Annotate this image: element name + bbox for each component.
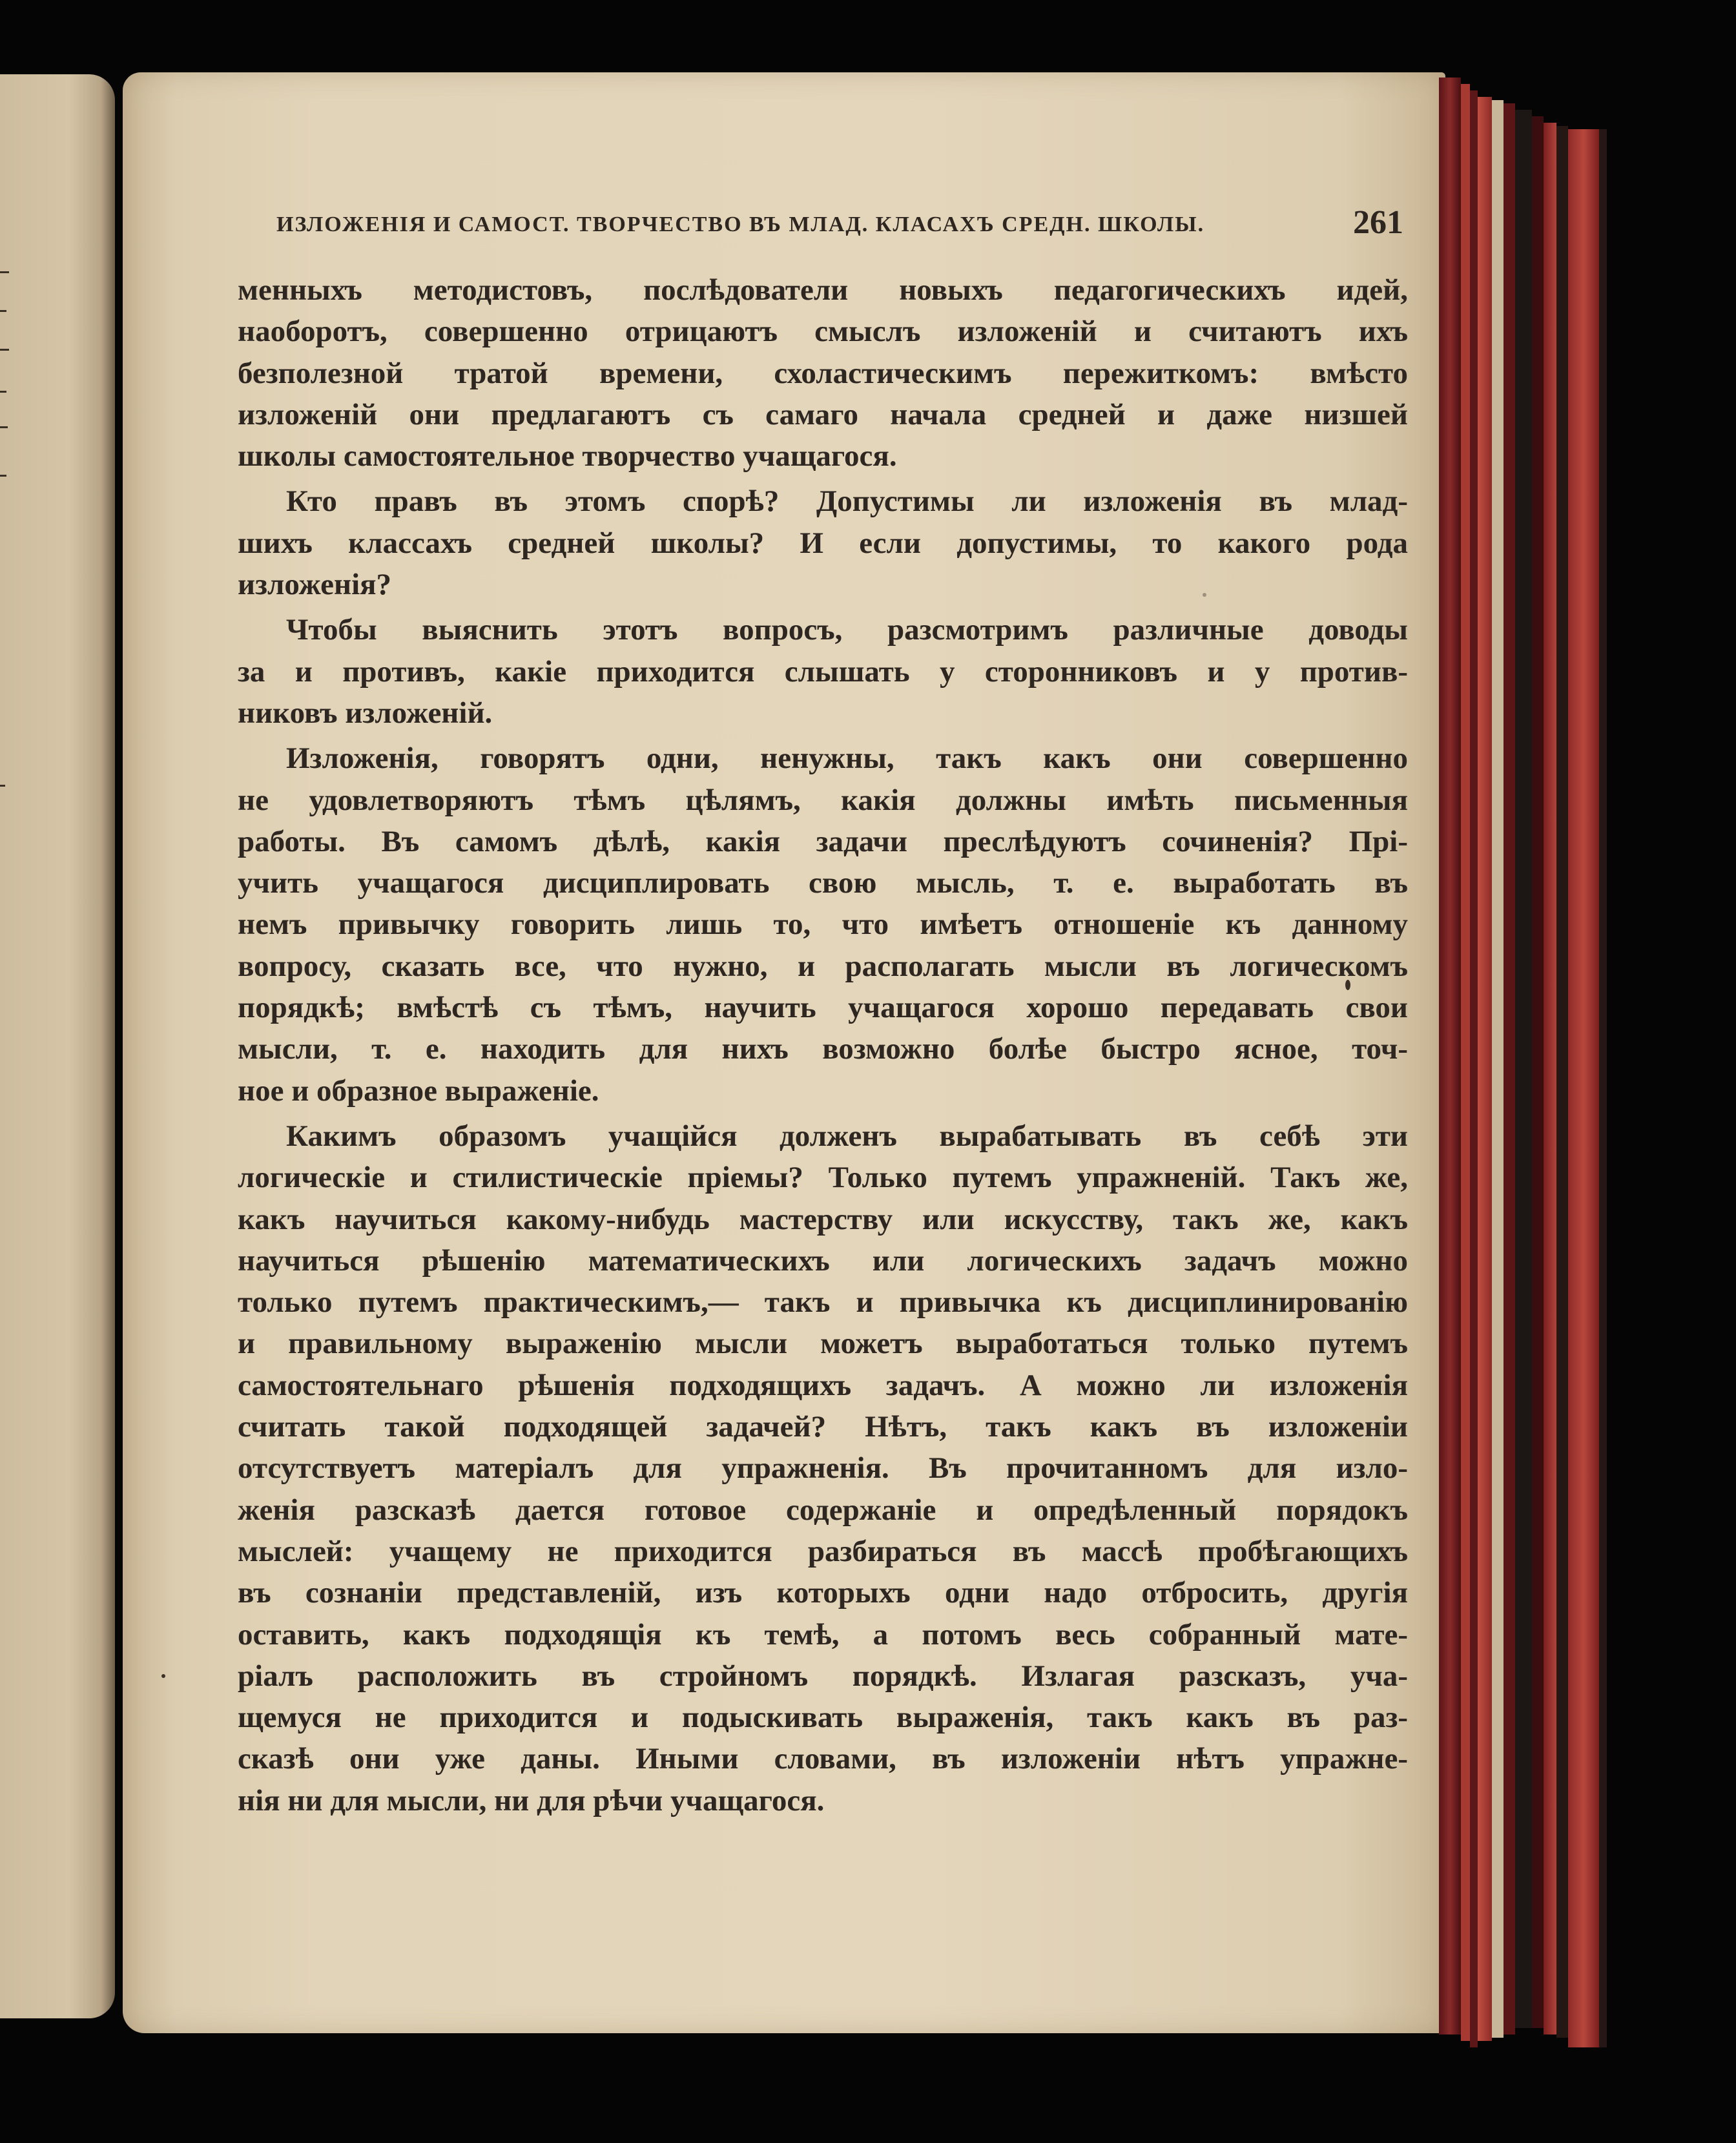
text-line: какъ научиться какому-нибудь мастерству или искусству, такъ же, какъ	[238, 1202, 1408, 1236]
running-title: ИЗЛОЖЕНІЯ И САМОСТ. ТВОРЧЕСТВО ВЪ МЛАД. КЛАСАХЪ СРЕДН. ШКОЛЫ.	[276, 212, 1205, 236]
paragraph	[238, 1115, 1408, 1821]
text-line: школы самостоятельное творчество учащагося.	[238, 439, 897, 473]
text-line: мыслей: учащему не приходится разбираться въ массѣ пробѣгающихъ	[238, 1534, 1408, 1568]
text-line: нія ни для мысли, ни для рѣчи учащагося.	[238, 1783, 825, 1817]
text-line: Кто правъ въ этомъ спорѣ? Допустимы ли изложенія въ млад-	[286, 484, 1408, 519]
text-line: немъ привычку говорить лишь то, что имѣетъ отношеніе къ данному	[238, 907, 1408, 942]
paragraph	[238, 609, 1408, 734]
text-line: порядкѣ; вмѣстѣ съ тѣмъ, научить учащагося хорошо передавать свои	[238, 991, 1408, 1025]
paragraph	[238, 481, 1408, 605]
text-line: учить учащагося дисциплировать свою мысль, т. е. выработать въ	[238, 866, 1408, 900]
text-line: щемуся не приходится и подыскивать выраженія, такъ какъ въ раз-	[238, 1701, 1408, 1735]
text-line: изложенія?	[238, 568, 392, 602]
text-line: не удовлетворяютъ тѣмъ цѣлямъ, какія должны имѣть письменныя	[238, 783, 1408, 817]
text-line: самостоятельнаго рѣшенія подходящихъ задачъ. А можно ли изложенія	[238, 1368, 1408, 1402]
text-line: въ сознаніи представленій, изъ которыхъ одни надо отбросить, другія	[238, 1576, 1408, 1610]
text-line: безполезной тратой времени, схоластическимъ пережиткомъ: вмѣсто	[238, 356, 1408, 390]
running-head	[276, 198, 1403, 250]
text-line: работы. Въ самомъ дѣлѣ, какія задачи преслѣдуютъ сочиненія? Прі-	[238, 824, 1408, 858]
text-line: Чтобы выяснить этотъ вопросъ, разсмотримъ различные доводы	[286, 613, 1408, 647]
paragraph	[238, 738, 1408, 1112]
text-line: никовъ изложеній.	[238, 696, 493, 730]
paragraph	[238, 269, 1408, 477]
page-number: 261	[1353, 204, 1403, 241]
text-line: Какимъ образомъ учащійся долженъ вырабатывать въ себѣ эти	[286, 1119, 1408, 1153]
text-line: изложеній они предлагаютъ съ самаго начала средней и даже низшей	[238, 397, 1408, 431]
text-line: вопросу, сказать все, что нужно, и располагать мысли въ логическомъ	[238, 949, 1408, 983]
text-line: наоборотъ, совершенно отрицаютъ смыслъ изложеній и считаютъ ихъ	[238, 315, 1408, 349]
text-line: и правильному выраженію мысли можетъ выработаться только путемъ	[238, 1327, 1408, 1361]
text-line: менныхъ методистовъ, послѣдователи новыхъ педагогическихъ идей,	[238, 273, 1408, 307]
text-line: сказѣ они уже даны. Иными словами, въ изложеніи нѣтъ упражне-	[238, 1742, 1408, 1776]
book-page	[123, 72, 1445, 2033]
text-line: оставить, какъ подходящія къ темѣ, а потомъ весь собранный мате-	[238, 1617, 1408, 1651]
text-line: Изложенія, говорятъ одни, ненужны, такъ какъ они совершенно	[286, 741, 1408, 776]
text-line: логическіе и стилистическіе пріемы? Только путемъ упражненій. Такъ же,	[238, 1161, 1408, 1195]
text-line: ріалъ расположить въ стройномъ порядкѣ. Излагая разсказъ, уча-	[238, 1659, 1408, 1693]
text-line: только путемъ практическимъ,— такъ и привычка къ дисциплинированію	[238, 1285, 1408, 1320]
text-line: считать такой подходящей задачей? Нѣтъ, такъ какъ въ изложеніи	[238, 1410, 1408, 1444]
text-line: ное и образное выраженіе.	[238, 1073, 599, 1108]
text-line: научиться рѣшенію математическихъ или логическихъ задачъ можно	[238, 1243, 1408, 1278]
text-line: женія разсказѣ дается готовое содержаніе и опредѣленный порядокъ	[238, 1493, 1408, 1527]
text-line: мысли, т. е. находить для нихъ возможно болѣе быстро ясное, точ-	[238, 1032, 1408, 1066]
facing-page-edge	[0, 74, 115, 2018]
body-text	[238, 269, 1408, 1821]
text-line: шихъ классахъ средней школы? И если допустимы, то какого рода	[238, 526, 1408, 560]
text-line: отсутствуетъ матеріалъ для упражненія. Въ прочитанномъ для изло-	[238, 1451, 1408, 1486]
text-line: за и противъ, какіе приходится слышать у сторонниковъ и у против-	[238, 654, 1408, 688]
